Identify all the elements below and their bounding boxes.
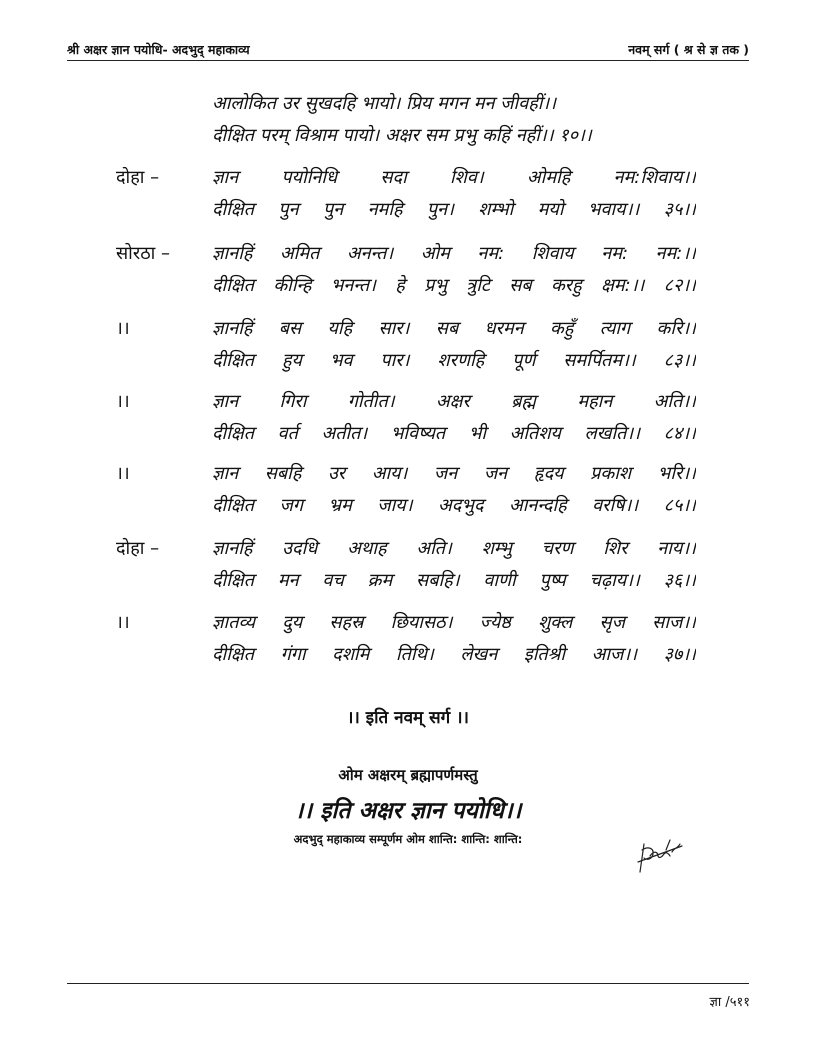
verse-line: ज्ञान गिरा गोतीत। अक्षर ब्रह्म महान अति।। bbox=[212, 391, 696, 412]
verse-line: दीक्षित गंगा दशमि तिथि। लेखन इतिश्री आज।। ३७।। bbox=[212, 644, 696, 665]
verse-line: दीक्षित मन वच क्रम सबहि। वाणी पुष्प चढ़ाय।। ३६।। bbox=[212, 570, 696, 591]
verse-line: ज्ञानहिं बस यहि सार। सब धरमन कहुँ त्याग करि।। bbox=[212, 318, 696, 339]
stanza-label: ।। bbox=[116, 318, 130, 339]
verse-line: दीक्षित कीन्हि भनन्त। हे प्रभु त्रुटि सब करहु क्षम:।। ८२।। bbox=[212, 275, 696, 296]
verse-line: दीक्षित वर्त अतीत। भविष्यत भी अतिशय लखति।। ८४।। bbox=[212, 423, 696, 444]
verse-line: दीक्षित जग भ्रम जाय। अदभुद आनन्दहि वरषि।। ८५।। bbox=[212, 495, 696, 516]
verse-line: ज्ञानहिं उदधि अथाह अति। शम्भु चरण शिर नाय।। bbox=[212, 538, 696, 559]
page-header bbox=[67, 38, 749, 61]
verse-line: ज्ञानहिं अमित अनन्त। ओम नम: शिवाय नम: नम:।। bbox=[212, 243, 696, 264]
completion-line: अदभुद् महाकाव्य सम्पूर्णम ओम शान्ति: शान्ति: शान्ति: bbox=[293, 832, 523, 846]
stanza-label: दोहा – bbox=[116, 538, 160, 559]
stanza-label: ।। bbox=[116, 612, 130, 633]
footer-rule bbox=[67, 983, 749, 984]
verse-line: दीक्षित पुन पुन नमहि पुन। शम्भो मयो भवाय।। ३५।। bbox=[212, 199, 696, 220]
stanza-label: ।। bbox=[116, 463, 130, 484]
om-dedication-line: ओम अक्षरम् ब्रह्मापर्णमस्तु bbox=[338, 766, 478, 784]
verse-line: आलोकित उर सुखदहि भायो। प्रिय मगन मन जीवहीं।। bbox=[212, 93, 557, 114]
page-number: ज्ञा /५११ bbox=[709, 995, 750, 1010]
stanza-label: सोरठा – bbox=[116, 243, 171, 264]
verse-line: ज्ञातव्य दुय सहस्र छियासठ। ज्येष्ठ शुक्ल सृज साज।। bbox=[212, 612, 696, 633]
verse-line: दीक्षित परम् विश्राम पायो। अक्षर सम प्रभु कहिं नहीं।। १०।। bbox=[212, 125, 592, 146]
stanza-label: दोहा – bbox=[116, 167, 160, 188]
author-signature bbox=[636, 832, 684, 876]
chapter-end-line: ।। इति नवम् सर्ग ।। bbox=[346, 708, 469, 728]
header-chapter: नवम् सर्ग ( श्र से ज्ञ तक ) bbox=[628, 42, 749, 57]
book-end-line: ।। इति अक्षर ज्ञान पयोधि।। bbox=[294, 798, 522, 824]
verse-line: ज्ञान सबहि उर आय। जन जन हृदय प्रकाश भरि।। bbox=[212, 463, 696, 484]
verse-line: ज्ञान पयोनिधि सदा शिव। ओमहि नम:शिवाय।। bbox=[212, 167, 696, 188]
verse-line: दीक्षित हुय भव पार। शरणहि पूर्ण समर्पितम।। ८३।। bbox=[212, 350, 696, 371]
header-title: श्री अक्षर ज्ञान पयोधि- अदभुद् महाकाव्य bbox=[67, 42, 250, 57]
stanza-label: ।। bbox=[116, 391, 130, 412]
